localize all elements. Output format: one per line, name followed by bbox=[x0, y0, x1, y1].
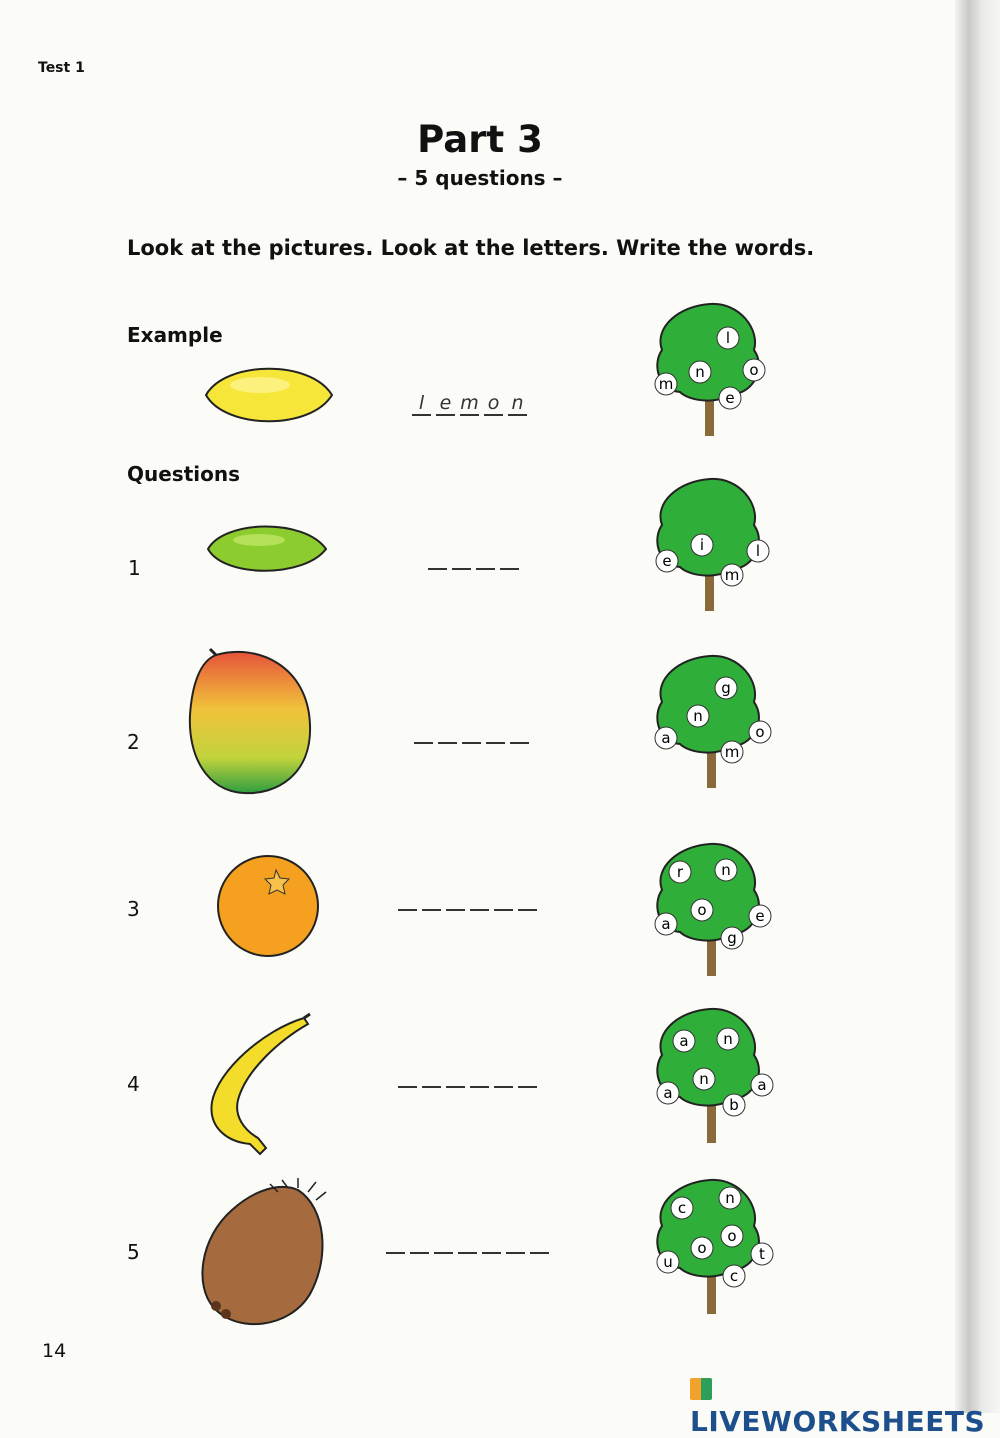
tree-letter: n bbox=[699, 1070, 709, 1088]
liveworksheets-logo-icon bbox=[690, 1378, 712, 1400]
answer-blanks-3[interactable] bbox=[398, 889, 537, 911]
test-header: Test 1 bbox=[38, 60, 85, 76]
letter-tree-4 bbox=[650, 1005, 775, 1147]
tree-letter: l bbox=[755, 542, 761, 560]
tree-letter: o bbox=[755, 723, 765, 741]
mango-image bbox=[186, 645, 316, 797]
answer-letter: o bbox=[484, 394, 503, 416]
question-number: 4 bbox=[127, 1072, 140, 1096]
question-number: 3 bbox=[127, 897, 140, 921]
tree-letter: t bbox=[759, 1245, 765, 1263]
question-number: 5 bbox=[127, 1240, 140, 1264]
tree-letter: a bbox=[757, 1076, 767, 1094]
letter-tree-example bbox=[650, 300, 770, 440]
letter-tree-1 bbox=[650, 475, 770, 615]
tree-letter: r bbox=[676, 863, 684, 881]
banana-image bbox=[204, 1010, 316, 1158]
tree-letter: n bbox=[695, 363, 705, 381]
tree-letter: g bbox=[727, 929, 737, 947]
tree-letter: a bbox=[679, 1032, 689, 1050]
answer-letter: l bbox=[412, 394, 431, 416]
answer-blanks-5[interactable] bbox=[386, 1232, 549, 1254]
tree-letter: o bbox=[697, 1239, 707, 1257]
answer-blanks-1[interactable] bbox=[428, 548, 519, 570]
letter-tree-3 bbox=[650, 840, 775, 980]
tree-letter: e bbox=[755, 907, 765, 925]
tree-letter: o bbox=[697, 901, 707, 919]
part-title: Part 3 bbox=[417, 118, 543, 161]
tree-letter: n bbox=[721, 861, 731, 879]
lime-image bbox=[204, 516, 330, 582]
tree-letter: a bbox=[661, 915, 671, 933]
tree-letter: u bbox=[663, 1253, 673, 1271]
brand-text: LIVEWORKSHEETS bbox=[690, 1405, 986, 1438]
lemon-image bbox=[200, 355, 340, 435]
letter-tree-2 bbox=[650, 652, 775, 792]
tree-letter: a bbox=[661, 729, 671, 747]
example-label: Example bbox=[127, 323, 223, 347]
tree-letter: a bbox=[663, 1084, 673, 1102]
example-answer bbox=[412, 394, 527, 416]
questions-label: Questions bbox=[127, 462, 241, 486]
tree-letter: i bbox=[699, 536, 705, 554]
tree-letter: o bbox=[749, 361, 759, 379]
answer-blanks-4[interactable] bbox=[398, 1066, 537, 1088]
brand-logo[interactable] bbox=[690, 1372, 1000, 1438]
tree-letter: m bbox=[724, 566, 740, 584]
letter-tree-5 bbox=[650, 1176, 775, 1318]
page-number: 14 bbox=[42, 1340, 67, 1362]
tree-letter: g bbox=[721, 679, 731, 697]
tree-letter: n bbox=[723, 1030, 733, 1048]
part-subtitle: – 5 questions – bbox=[397, 166, 563, 190]
tree-letter: c bbox=[677, 1199, 687, 1217]
page-gutter-shadow bbox=[955, 0, 1000, 1413]
instruction-text: Look at the pictures. Look at the letters. Write the words. bbox=[127, 236, 815, 260]
answer-letter: e bbox=[436, 394, 455, 416]
orange-image bbox=[214, 852, 324, 960]
tree-letter: e bbox=[725, 389, 735, 407]
tree-letter: m bbox=[658, 375, 674, 393]
tree-letter: c bbox=[729, 1267, 739, 1285]
question-number: 1 bbox=[128, 556, 141, 580]
tree-letter: l bbox=[725, 329, 731, 347]
tree-letter: n bbox=[725, 1189, 735, 1207]
tree-letter: b bbox=[729, 1096, 739, 1114]
tree-letter: e bbox=[662, 552, 672, 570]
tree-letter: m bbox=[724, 743, 740, 761]
coconut-image bbox=[198, 1178, 334, 1334]
answer-letter: m bbox=[460, 392, 479, 414]
tree-letter: o bbox=[727, 1227, 737, 1245]
answer-letter: n bbox=[508, 394, 527, 416]
tree-letter: n bbox=[693, 707, 703, 725]
question-number: 2 bbox=[127, 730, 140, 754]
answer-blanks-2[interactable] bbox=[414, 722, 529, 744]
